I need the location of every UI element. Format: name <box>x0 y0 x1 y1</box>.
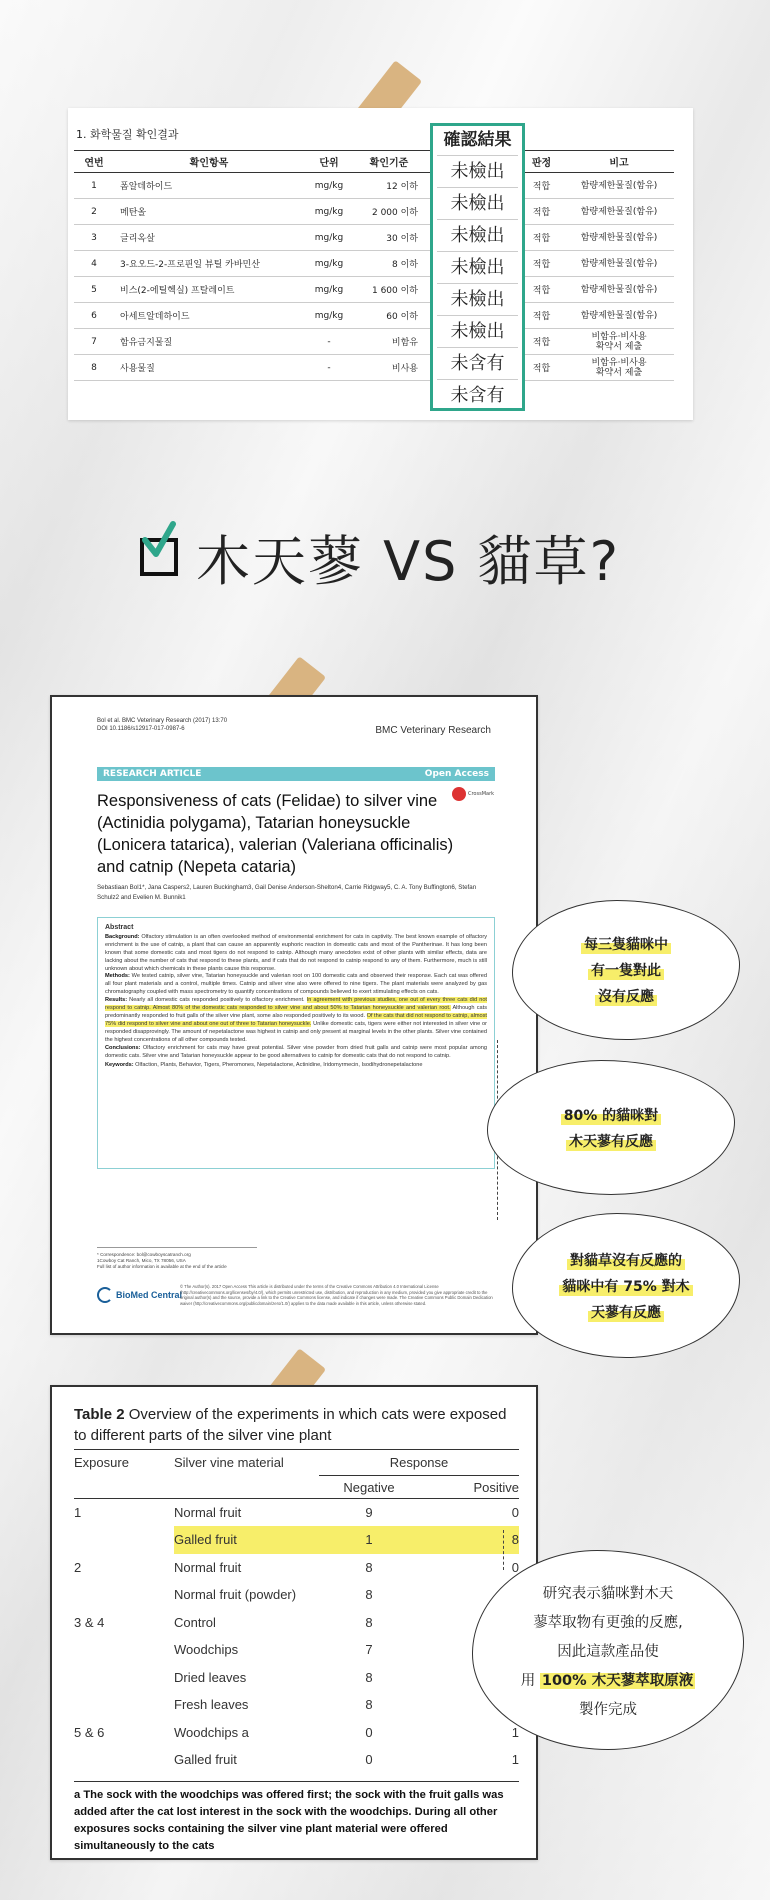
keywords-text: Olfaction, Plants, Behavior, Tigers, Pheromones, Nepetalactone, Actinidine, Iridomyrmecin, Isodihydronepetalactone <box>135 1062 423 1069</box>
header-exposure: Exposure <box>74 1450 174 1476</box>
callout-text: 研究表示貓咪對木天 <box>542 1585 674 1602</box>
confirmation-result-header: 確認結果 <box>443 130 512 150</box>
table2-subheader-row <box>74 1476 519 1499</box>
cell-unit: - <box>304 355 354 381</box>
callout-text: 蓼萃取物有更強的反應, <box>533 1614 683 1631</box>
cell-neg: 8 <box>365 1559 373 1575</box>
cell-std: 비함유 <box>354 329 424 355</box>
callout-text: 因此這款產品使 <box>557 1643 659 1660</box>
header-material: Silver vine material <box>174 1450 319 1476</box>
callout-text: 貓咪中有 75% 對木 <box>559 1276 692 1296</box>
cell-unit: mg/kg <box>304 225 354 251</box>
cell-neg: 8 <box>365 1614 373 1630</box>
cell-no: 1 <box>74 173 114 199</box>
callout-text: 每三隻貓咪中 <box>581 934 671 954</box>
callout-text: 80% 的貓咪對 <box>561 1105 661 1125</box>
callout-seventy-five-percent <box>512 1213 740 1358</box>
checkbox-check-icon <box>140 538 178 576</box>
cell-exp: 2 <box>74 1559 82 1575</box>
cell-std: 12 이하 <box>354 173 424 199</box>
cell-unit: - <box>304 329 354 355</box>
table-row <box>74 1526 519 1554</box>
crossmark-badge <box>452 787 494 801</box>
callout-text: 木天蓼有反應 <box>566 1131 656 1151</box>
cell-mat: Normal fruit <box>174 1559 242 1575</box>
chemical-test-card <box>68 108 693 420</box>
cell-exp: 5 & 6 <box>74 1724 105 1740</box>
paper-article-bar <box>97 767 495 781</box>
result-cell: 未檢出 <box>437 219 518 251</box>
table-row <box>74 1664 519 1692</box>
callout-text: 天蓼有反應 <box>588 1302 664 1322</box>
cell-item: 사용물질 <box>114 355 304 381</box>
biomed-logo-icon <box>97 1287 113 1303</box>
cell-neg: 0 <box>365 1724 373 1740</box>
results-highlight: In agreement with previous studies, one out of every three cats did not respond to catnip. Almost 80% of the domestic cats responded to silver vine and about 50% to Tatarian honeysuckle and valerian root. <box>105 997 487 1012</box>
cell-exp <box>74 1636 174 1664</box>
cell-note: 함량제한물질(함유) <box>564 277 674 303</box>
table-row <box>74 277 674 303</box>
table-row <box>74 355 674 381</box>
cell-note: 함량제한물질(함유) <box>564 251 674 277</box>
table2-header-row <box>74 1450 519 1476</box>
table-row <box>74 1581 519 1609</box>
table2-footnote: a The sock with the woodchips was offered first; the sock with the fruit galls was added after the cat lost interest in the sock with the woodchips. During all other exposures socks containing the silver vine plant material were offered simultaneously to the cats <box>74 1781 519 1855</box>
cell-mat: Galled fruit <box>174 1752 237 1768</box>
cell-pos: 8 <box>419 1526 519 1554</box>
result-cell: 未含有 <box>437 347 518 379</box>
table-row <box>74 1719 519 1747</box>
callout-conclusion <box>472 1550 744 1750</box>
table-row <box>74 1499 519 1527</box>
callout-eighty-percent <box>487 1060 735 1195</box>
callout-text: 用 <box>520 1672 536 1689</box>
table2-label: Table 2 <box>74 1406 125 1423</box>
open-access-label: Open Access <box>424 769 489 779</box>
cell-exp: 3 & 4 <box>74 1614 105 1630</box>
research-paper-image <box>50 695 538 1335</box>
cell-exp <box>74 1664 174 1692</box>
cell-mat: Woodchips <box>174 1642 239 1658</box>
header-response: Response <box>319 1450 519 1476</box>
cell-pos: 1 <box>511 1752 519 1768</box>
paper-journal-ref: Bol et al. BMC Veterinary Research (2017) 13:70 DOI 10.1186/s12917-017-0987-6 <box>97 718 228 732</box>
callout-text: 對貓草沒有反應的 <box>567 1250 685 1270</box>
conclusions-text: Olfactory enrichment for cats may have great potential. Silver vine powder from dried fruit galls and catnip were most popular among domestic cats. Silver vine and Tatarian honeysuckle appear to be good alternatives to catnip for domestic cats that do not respond to catnip. <box>105 1044 488 1059</box>
results-label: Results: <box>105 997 128 1004</box>
table2-grid <box>74 1449 519 1774</box>
cell-unit: mg/kg <box>304 173 354 199</box>
column-header: 확인기준 <box>354 151 424 173</box>
result-cell: 未含有 <box>437 379 518 411</box>
biomed-central-logo <box>97 1287 182 1303</box>
cell-no: 7 <box>74 329 114 355</box>
column-header: 단위 <box>304 151 354 173</box>
table-row <box>74 1691 519 1719</box>
paper-authors: Sebastiaan Bol1*, Jana Caspers2, Lauren Buckingham3, Gail Denise Anderson-Shelton4, Carrie Ridgway5, C. A. Tony Buffington6, Stefan Schulz2 and Evelien M. Bunnik1 <box>97 884 477 901</box>
cell-judge: 적합 <box>519 251 564 277</box>
table-row <box>74 1746 519 1774</box>
table-row <box>74 1609 519 1637</box>
abstract-heading: Abstract <box>105 924 134 931</box>
cell-note: 함량제한물질(함유) <box>564 225 674 251</box>
table-row <box>74 173 674 199</box>
results-text: Although cats predominantly responded to fruit galls of the silver vine plant, some also responded positively to its wood. <box>105 1005 487 1019</box>
cell-mat: Fresh leaves <box>174 1697 249 1713</box>
cell-exp: 1 <box>74 1505 82 1520</box>
cell-neg: 8 <box>365 1697 373 1713</box>
methods-label: Methods: <box>105 973 130 980</box>
cell-mat: Normal fruit (powder) <box>174 1587 297 1603</box>
cell-item: 아세트알데하이드 <box>114 303 304 329</box>
divider <box>97 1247 257 1248</box>
crossmark-icon <box>452 787 466 801</box>
cell-note: 함량제한물질(함유) <box>564 173 674 199</box>
column-header: 비고 <box>564 151 674 173</box>
cell-neg: 8 <box>365 1669 373 1685</box>
cell-item: 메탄올 <box>114 199 304 225</box>
cell-unit: mg/kg <box>304 277 354 303</box>
table2-title <box>74 1404 519 1446</box>
cell-std: 30 이하 <box>354 225 424 251</box>
cell-judge: 적합 <box>519 199 564 225</box>
cell-pos: 0 <box>511 1559 519 1575</box>
cell-item: 글리옥살 <box>114 225 304 251</box>
paper-abstract <box>97 917 495 1169</box>
cell-exp <box>74 1746 174 1774</box>
cell-note: 함량제한물질(함유) <box>564 199 674 225</box>
heading-text: 木天蓼 VS 貓草? <box>196 529 621 593</box>
conclusions-label: Conclusions: <box>105 1044 141 1051</box>
cell-mat: Normal fruit <box>174 1505 242 1520</box>
results-text: Unlike domestic cats, tigers were either not interested in silver vine or responded disapprovingly. The amount of nepetalactone was highest in catnip and only present at marginal levels in the other plants. Silver vine contained the highest concentrations of all other compounds tested. <box>105 1020 487 1043</box>
cell-judge: 적합 <box>519 225 564 251</box>
table-header-row <box>74 151 674 173</box>
callout-one-third <box>512 900 740 1040</box>
cell-note: 비함유·비사용 확약서 제출 <box>564 355 674 381</box>
column-header: 판정 <box>519 151 564 173</box>
cell-mat: Control <box>174 1614 216 1630</box>
table-row <box>74 329 674 355</box>
paper-publisher: BMC Veterinary Research <box>375 725 491 736</box>
results-highlight: Of the cats that did not respond to catnip, almost 75% did respond to silver vine and about one out of three to Tatarian honeysuckle. <box>105 1012 487 1027</box>
results-text: Nearly all domestic cats responded positively to olfactory enrichment. <box>129 997 305 1004</box>
result-cell: 未檢出 <box>437 283 518 315</box>
cell-std: 2 000 이하 <box>354 199 424 225</box>
cell-judge: 적합 <box>519 355 564 381</box>
result-cell: 未檢出 <box>437 315 518 347</box>
callout-text: 製作完成 <box>579 1701 637 1718</box>
callout-text: 沒有反應 <box>595 986 657 1006</box>
cell-neg: 1 <box>319 1526 419 1554</box>
column-header: 연번 <box>74 151 114 173</box>
cell-no: 2 <box>74 199 114 225</box>
cell-no: 5 <box>74 277 114 303</box>
background-text: Olfactory stimulation is an often overlooked method of environmental enrichment for cats in captivity. The best known example of olfactory enrichment is the use of catnip, a plant that can cause an apparently euphoric reaction in domestic cats and most of the Pantherinae. It has long been known that some domestic cats and most tigers do not respond to catnip. Although many anecdotes exist of other plants with similar effects, data are lacking about the number of cats that respond to these plants, and if cats that do not respond to catnip respond to any of them. Furthermore, much is still unknown about which chemicals in these plants cause this response. <box>105 933 487 972</box>
cell-no: 4 <box>74 251 114 277</box>
cell-std: 60 이하 <box>354 303 424 329</box>
cell-neg: 0 <box>365 1752 373 1768</box>
paper-correspondence: * Correspondence: bol@cowboyscatranch.org 1Cowboy Cat Ranch, Mico, TX 78056, USA Full list of author information is available at the end of the article <box>97 1252 227 1269</box>
table-row <box>74 251 674 277</box>
column-header: 확인항목 <box>114 151 304 173</box>
cell-mat: Galled fruit <box>174 1526 319 1554</box>
cell-judge: 적합 <box>519 277 564 303</box>
cell-neg: 8 <box>365 1587 373 1603</box>
confirmation-result-box <box>430 123 525 411</box>
paper-title: Responsiveness of cats (Felidae) to silver vine (Actinidia polygama), Tatarian honeysuckle (Lonicera tatarica), valerian (Valeriana officinalis) and catnip (Nepeta cataria) <box>97 792 454 876</box>
table-row <box>74 225 674 251</box>
callout-highlight: 100% 木天蓼萃取原液 <box>541 1672 694 1689</box>
cell-judge: 적합 <box>519 173 564 199</box>
cell-mat: Dried leaves <box>174 1669 247 1685</box>
biomed-label: BioMed Central <box>116 1290 183 1300</box>
cell-unit: mg/kg <box>304 199 354 225</box>
comparison-heading <box>140 522 620 592</box>
cell-std: 1 600 이하 <box>354 277 424 303</box>
header-negative: Negative <box>319 1476 419 1499</box>
cell-item: 비스(2-에틸헥실) 프탈레이트 <box>114 277 304 303</box>
cell-pos: 1 <box>511 1724 519 1740</box>
cell-judge: 적합 <box>519 329 564 355</box>
cell-exp <box>74 1526 174 1554</box>
methods-text: We tested catnip, silver vine, Tatarian honeysuckle and valerian root on 100 domestic cats and observed their response. Each cat was offered all four plant materials and a control, multiple times. Catnip and silver vine also were offered to nine tigers. The plant materials were analyzed by gas chromatography coupled with mass spectrometry to quantify concentrations of compounds believed to exert stimulating effects on cats. <box>105 973 487 996</box>
cell-item: 폼알데하이드 <box>114 173 304 199</box>
table-row <box>74 1636 519 1664</box>
result-cell: 未檢出 <box>437 251 518 283</box>
callout-text: 有一隻對此 <box>588 960 664 980</box>
paper-license: © The Author(s). 2017 Open Access This article is distributed under the terms of the Creative Commons Attribution 4.0 International License (http://creativecommons.org/licenses/by/4.0/), which permits unrestricted use, distribution, and reproduction in any medium, provided you give appropriate credit to the original author(s) and the source, provide a link to the Creative Commons license, and indicate if changes were made. The Creative Commons Public Domain Dedication waiver (http://creativecommons.org/publicdomain/zero/1.0/) applies to the data made available in this article, unless otherwise stated. <box>180 1284 493 1306</box>
article-type-label: RESEARCH ARTICLE <box>103 769 202 779</box>
cell-unit: mg/kg <box>304 303 354 329</box>
cell-no: 6 <box>74 303 114 329</box>
table-row <box>74 303 674 329</box>
cell-mat: Woodchips a <box>174 1724 249 1740</box>
result-cell: 未檢出 <box>437 187 518 219</box>
table2-image <box>50 1385 538 1860</box>
chemical-test-title: 1. 화학물질 확인결과 <box>76 128 179 141</box>
cell-judge: 적합 <box>519 303 564 329</box>
cell-exp <box>74 1581 174 1609</box>
result-cell: 未檢出 <box>437 155 518 187</box>
background-label: Background: <box>105 933 140 940</box>
chemical-test-table <box>74 150 674 381</box>
cell-unit: mg/kg <box>304 251 354 277</box>
cell-note: 비함유·비사용 확약서 제출 <box>564 329 674 355</box>
cell-no: 3 <box>74 225 114 251</box>
cell-pos: 0 <box>511 1505 519 1520</box>
header-positive: Positive <box>419 1476 519 1499</box>
table-row <box>74 1554 519 1582</box>
cell-exp <box>74 1691 174 1719</box>
keywords-label: Keywords: <box>105 1062 134 1069</box>
cell-neg: 9 <box>365 1505 373 1520</box>
cell-item: 함유금지물질 <box>114 329 304 355</box>
cell-note: 함량제한물질(함유) <box>564 303 674 329</box>
table2-caption: Overview of the experiments in which cats were exposed to different parts of the silver vine plant <box>74 1406 507 1444</box>
cell-std: 비사용 <box>354 355 424 381</box>
cell-std: 8 이하 <box>354 251 424 277</box>
table-row <box>74 199 674 225</box>
cell-neg: 7 <box>365 1642 373 1658</box>
connector-line <box>503 1530 504 1570</box>
cell-item: 3-요오드-2-프로핀일 뷰틸 카바민산 <box>114 251 304 277</box>
cell-no: 8 <box>74 355 114 381</box>
crossmark-label: CrossMark <box>468 791 495 797</box>
